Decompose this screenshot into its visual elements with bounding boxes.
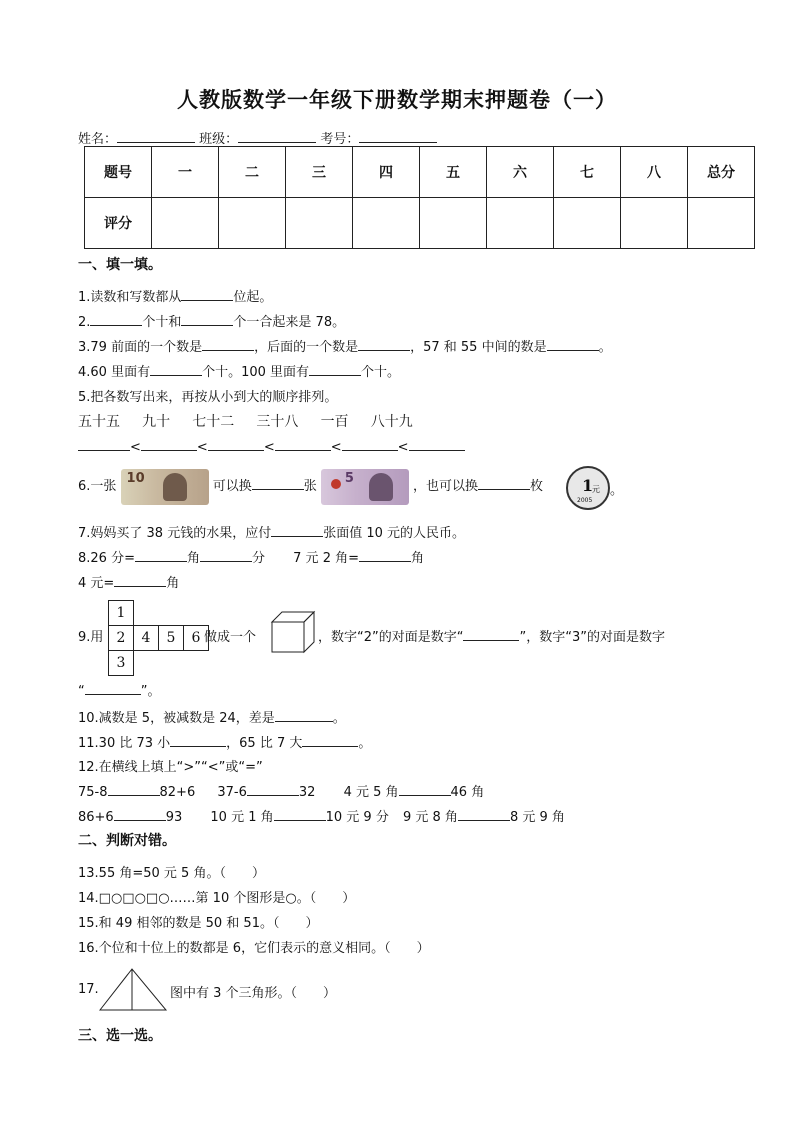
class-label: 班级： (199, 132, 239, 147)
name-label: 姓名： (78, 132, 118, 147)
less-than-sign: < (263, 440, 275, 455)
question-14: 14.□○□○□○……第 10 个图形是○。（ ） (78, 891, 356, 906)
question-4 (78, 361, 400, 380)
q4-text-a: 4.60 里面有 (78, 365, 151, 380)
answer-blank[interactable] (78, 436, 130, 451)
answer-blank[interactable] (200, 547, 252, 562)
q8-text-d: 7 元 2 角= (293, 551, 359, 566)
compare-row-2 (78, 806, 565, 825)
q6-text-e: 枚 (530, 479, 544, 494)
compare-expr: 75-8 (78, 785, 108, 800)
compare-expr: 8 元 9 角 (509, 810, 565, 825)
answer-blank[interactable] (342, 436, 398, 451)
exam-number-blank[interactable] (359, 128, 437, 143)
less-than-sign: < (330, 440, 342, 455)
compare-expr: 4 元 5 角 (343, 785, 399, 800)
net-face: 3 (109, 651, 134, 676)
one-yuan-coin-image (566, 466, 610, 510)
answer-blank[interactable] (202, 336, 254, 351)
ten-yuan-banknote-image (121, 469, 209, 505)
answer-blank[interactable] (181, 311, 233, 326)
q7-text-a: 7.妈妈买了 38 元钱的水果，应付 (78, 526, 272, 541)
question-3 (78, 336, 612, 355)
question-10 (78, 707, 346, 726)
q9-text-e: “ (78, 684, 85, 699)
less-than-sign: < (196, 440, 208, 455)
question-2 (78, 311, 345, 330)
score-cell[interactable] (353, 198, 420, 249)
answer-blank[interactable] (358, 336, 410, 351)
answer-blank[interactable] (108, 781, 160, 796)
ordering-blanks-row (78, 436, 465, 455)
question-8-cont (78, 572, 179, 591)
q11-text-b: ，65 比 7 大 (226, 736, 303, 751)
question-16: 16.个位和十位上的数都是 6，它们表示的意义相同。（ ） (78, 941, 430, 956)
coin-unit: 元 (592, 485, 600, 494)
question-6 (78, 468, 543, 506)
number-word: 九十 (142, 414, 171, 430)
q8-text-g: 角 (166, 576, 180, 591)
q6-text-b: 可以换 (212, 479, 252, 494)
score-header-cell: 二 (219, 147, 286, 198)
q9-text-a: 9.用 (78, 630, 104, 645)
question-5: 5.把各数写出来，再按从小到大的顺序排列。 (78, 390, 338, 405)
class-blank[interactable] (238, 128, 316, 143)
q9-text-f: ”。 (140, 684, 161, 699)
q1-text-b: 位起。 (233, 290, 273, 305)
section-heading-1: 一、填一填。 (78, 257, 162, 273)
q11-text-c: 。 (358, 736, 372, 751)
compare-expr: 32 (298, 785, 316, 800)
coin-value: 1 (582, 476, 594, 495)
answer-blank[interactable] (170, 732, 226, 747)
answer-blank[interactable] (181, 286, 233, 301)
q8-text-c: 分 (252, 551, 266, 566)
score-cell[interactable] (286, 198, 353, 249)
score-cell[interactable] (621, 198, 688, 249)
score-cell[interactable] (487, 198, 554, 249)
q8-text-a: 8.26 分= (78, 551, 135, 566)
answer-blank[interactable] (135, 547, 187, 562)
answer-blank[interactable] (114, 572, 166, 587)
answer-blank[interactable] (90, 311, 142, 326)
score-header-cell: 三 (286, 147, 353, 198)
answer-blank[interactable] (463, 626, 519, 641)
q2-text-a: 2. (78, 315, 91, 330)
net-face: 1 (109, 601, 134, 626)
score-header-row (85, 147, 755, 198)
cube-net-diagram (108, 600, 209, 676)
question-15: 15.和 49 相邻的数是 50 和 51。（ ） (78, 916, 319, 931)
cube-diagram (270, 610, 316, 654)
banknote-value: 10 (126, 470, 145, 486)
question-12: 12.在横线上填上“>”“<”或“=” (78, 760, 263, 775)
q6-text-f: 。 (610, 483, 624, 498)
score-header-cell: 题号 (85, 147, 152, 198)
question-13: 13.55 角=50 元 5 角。（ ） (78, 866, 265, 881)
score-header-cell: 七 (554, 147, 621, 198)
answer-blank[interactable] (458, 806, 510, 821)
q8-text-e: 角 (411, 551, 425, 566)
q8-text-b: 角 (186, 551, 200, 566)
score-cell[interactable] (554, 198, 621, 249)
compare-expr: 10 元 1 角 (210, 810, 274, 825)
compare-expr: 82+6 (159, 785, 196, 800)
score-cell[interactable] (219, 198, 286, 249)
q4-text-b: 个十。100 里面有 (202, 365, 310, 380)
answer-blank[interactable] (399, 781, 451, 796)
number-words-row (78, 411, 431, 431)
answer-blank[interactable] (547, 336, 599, 351)
answer-blank[interactable] (478, 475, 530, 490)
q17-text-a: 17. (78, 982, 99, 997)
section-heading-2: 二、判断对错。 (78, 833, 176, 849)
five-yuan-banknote-image (321, 469, 409, 505)
score-header-cell: 一 (152, 147, 219, 198)
net-face: 2 (109, 626, 134, 651)
question-9-cont (78, 680, 161, 699)
number-word: 一百 (320, 414, 349, 430)
q2-text-c: 个一合起来是 78。 (233, 315, 346, 330)
compare-expr: 86+6 (78, 810, 114, 825)
q6-text-d: ，也可以换 (413, 479, 479, 494)
net-face: 6 (184, 626, 209, 651)
number-word: 五十五 (78, 414, 120, 430)
score-header-cell: 总分 (688, 147, 755, 198)
answer-blank[interactable] (274, 806, 326, 821)
q3-text-a: 3.79 前面的一个数是 (78, 340, 203, 355)
score-header-cell: 五 (420, 147, 487, 198)
answer-blank[interactable] (271, 522, 323, 537)
name-blank[interactable] (117, 128, 195, 143)
coin-year: 2005 (577, 497, 593, 504)
score-header-cell: 八 (621, 147, 688, 198)
q9-text-d: ”，数字“3”的对面是数字 (519, 630, 665, 645)
score-header-cell: 四 (353, 147, 420, 198)
q9-text-b: 做成一个 (204, 630, 257, 645)
score-row-label: 评分 (85, 198, 152, 249)
q3-text-b: ，后面的一个数是 (254, 340, 359, 355)
score-cell[interactable] (152, 198, 219, 249)
q6-text-a: 6.一张 (78, 479, 117, 494)
student-info-line (78, 128, 437, 147)
score-header-cell: 六 (487, 147, 554, 198)
net-face: 5 (159, 626, 184, 651)
answer-blank[interactable] (114, 806, 166, 821)
less-than-sign: < (397, 440, 409, 455)
compare-expr: 93 (165, 810, 183, 825)
compare-expr: 9 元 8 角 (402, 810, 458, 825)
q11-text-a: 11.30 比 73 小 (78, 736, 171, 751)
answer-blank[interactable] (208, 436, 264, 451)
compare-expr: 46 角 (450, 785, 485, 800)
q17-text-b: 图中有 3 个三角形。（ ） (170, 986, 337, 1001)
question-9-rest (318, 626, 665, 645)
answer-blank[interactable] (252, 475, 304, 490)
answer-blank[interactable] (302, 732, 358, 747)
answer-blank[interactable] (141, 436, 197, 451)
compare-row-1 (78, 781, 484, 800)
q10-text-a: 10.减数是 5，被减数是 24，差是 (78, 711, 275, 726)
q1-text-a: 1.读数和写数都从 (78, 290, 182, 305)
net-face: 4 (134, 626, 159, 651)
q8-text-f: 4 元= (78, 576, 115, 591)
q4-text-c: 个十。 (361, 365, 401, 380)
answer-blank[interactable] (359, 547, 411, 562)
question-8 (78, 547, 424, 566)
exam-number-label: 考号： (320, 132, 360, 147)
q6-text-c: 张 (303, 479, 317, 494)
q7-text-b: 张面值 10 元的人民币。 (323, 526, 466, 541)
q9-text-c: ，数字“2”的对面是数字“ (318, 630, 464, 645)
page-title: 人教版数学一年级下册数学期末押题卷（一） (177, 88, 617, 112)
answer-blank[interactable] (85, 680, 141, 695)
q3-text-c: ，57 和 55 中间的数是 (410, 340, 547, 355)
answer-blank[interactable] (275, 436, 331, 451)
score-cell[interactable] (420, 198, 487, 249)
score-table (84, 146, 755, 249)
q2-text-b: 个十和 (142, 315, 182, 330)
answer-blank[interactable] (409, 436, 465, 451)
answer-blank[interactable] (247, 781, 299, 796)
question-1 (78, 286, 272, 305)
answer-blank[interactable] (309, 361, 361, 376)
question-11 (78, 732, 371, 751)
compare-expr: 10 元 9 分 (325, 810, 389, 825)
number-word: 八十九 (370, 414, 413, 430)
compare-expr: 37-6 (217, 785, 247, 800)
number-word: 三十八 (256, 414, 299, 430)
section-heading-3: 三、选一选。 (78, 1028, 162, 1044)
q3-text-d: 。 (598, 340, 612, 355)
score-cell[interactable] (688, 198, 755, 249)
answer-blank[interactable] (275, 707, 333, 722)
banknote-value: 5 (344, 470, 354, 486)
triangle-figure (98, 966, 168, 1012)
score-row (85, 198, 755, 249)
number-word: 七十二 (192, 414, 235, 430)
less-than-sign: < (130, 440, 141, 455)
q10-text-b: 。 (332, 711, 346, 726)
answer-blank[interactable] (150, 361, 202, 376)
question-7 (78, 522, 465, 541)
